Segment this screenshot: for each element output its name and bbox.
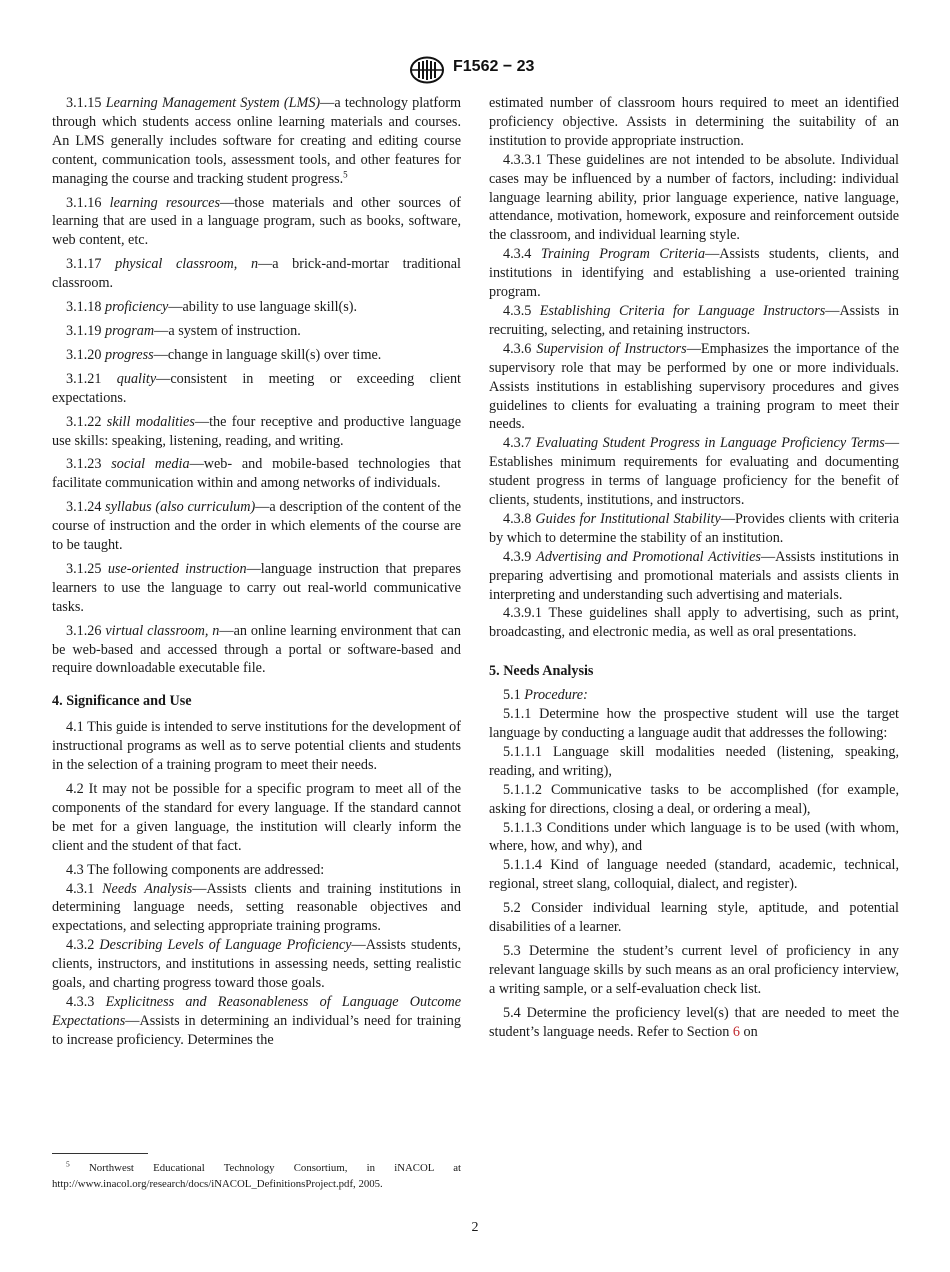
left-column bbox=[52, 94, 461, 1050]
paragraph-4-3-3-continued: estimated number of classroom hours required to meet an identified proficiency objective. Assists in determining the suitability of an institution to provide appropriate instruction. bbox=[489, 95, 899, 149]
paragraph-5-1: 5.1 Procedure: bbox=[503, 687, 588, 704]
definition-3-1-22: 3.1.22 skill modalities—the four receptive and productive language use skills: speaking, listening, reading, and writing. bbox=[52, 413, 461, 449]
paragraph-4-2: 4.2 It may not be possible for a specific program to meet all of the components of the standard for every language. If the standard cannot be met for a given language, the institution will clearly inform the client and the student of that fact. bbox=[52, 781, 461, 854]
definition-3-1-18: 3.1.18 proficiency—ability to use language skill(s). bbox=[66, 299, 358, 316]
paragraph-4-3-3-1: 4.3.3.1 These guidelines are not intended to be absolute. Individual cases may be influenced by a number of factors, including: individual language learning ability, prior language experience, native language, attendance, motivation, homework, exposure and reinforcement outside the classroom, and individual learning style. bbox=[489, 151, 899, 244]
definition-3-1-20: 3.1.20 progress—change in language skill(s) over time. bbox=[66, 346, 382, 363]
definition-3-1-24: 3.1.24 syllabus (also curriculum)—a description of the content of the course of instruction and the order in which elements of the course are to be taught. bbox=[52, 499, 461, 554]
footnote-divider bbox=[52, 1153, 148, 1154]
paragraph-4-3-9-1: 4.3.9.1 These guidelines shall apply to advertising, such as print, broadcasting, and electronic media, as well as oral presentations. bbox=[489, 605, 899, 641]
paragraph-4-3-4: 4.3.4 Training Program Criteria—Assists students, clients, and institutions in identifying and establishing a use-oriented training program. bbox=[489, 246, 899, 301]
footnote-ref[interactable]: 5 bbox=[343, 168, 348, 179]
paragraph-5-1-1-3: 5.1.1.3 Conditions under which language is to be used (with whom, where, how, and why), and bbox=[489, 819, 899, 855]
paragraph-4-3-9: 4.3.9 Advertising and Promotional Activities—Assists institutions in preparing advertising and promotional materials and assists clients in interpreting and understanding such advertising and materials. bbox=[489, 548, 899, 603]
paragraph-4-1: 4.1 This guide is intended to serve institutions for the development of instructional programs as well as to serve potential clients and students in the selection of a training program to meet their needs. bbox=[52, 719, 461, 774]
paragraph-4-3-7: 4.3.7 Evaluating Student Progress in Language Proficiency Terms—Establishes minimum requirements for evaluating and documenting student progress in terms of language proficiency for the benefit of clients, students, institutions, and instructors. bbox=[489, 435, 899, 509]
definition-3-1-26: 3.1.26 virtual classroom, n—an online learning environment that can be web-based and accessed through a portal or software-based and require downloadable executable file. bbox=[52, 622, 462, 677]
paragraph-5-1-1-4: 5.1.1.4 Kind of language needed (standard, academic, technical, regional, street slang, colloquial, dialect, and register). bbox=[489, 857, 899, 893]
paragraph-4-3-1: 4.3.1 Needs Analysis—Assists clients and training institutions in determining language needs, setting reasonable objectives and expectations, and selecting appropriate training programs. bbox=[52, 880, 461, 935]
definition-3-1-21: 3.1.21 quality—consistent in meeting or exceeding client expectations. bbox=[52, 370, 462, 406]
right-column bbox=[489, 94, 899, 1042]
section-6-link[interactable]: 6 bbox=[732, 1023, 740, 1040]
paragraph-5-1-1-2: 5.1.1.2 Communicative tasks to be accomplished (for example, asking for directions, closing a deal, or ordering a meal), bbox=[489, 781, 899, 817]
definition-3-1-19: 3.1.19 program—a system of instruction. bbox=[66, 322, 301, 339]
paragraph-4-3: 4.3 The following components are addressed: bbox=[66, 861, 325, 878]
astm-logo-icon bbox=[409, 56, 445, 84]
definition-3-1-16: 3.1.16 learning resources—those materials and other sources of learning that are used in a language program, such as books, software, web content, etc. bbox=[52, 194, 461, 249]
page-header bbox=[0, 56, 950, 84]
section-5-heading: 5. Needs Analysis bbox=[489, 663, 594, 680]
section-4-heading: 4. Significance and Use bbox=[52, 693, 192, 710]
paragraph-4-3-3: 4.3.3 Explicitness and Reasonableness of Language Outcome Expectations—Assists in determining an individual’s need for training to increase proficiency. Determines the bbox=[52, 993, 462, 1048]
definition-3-1-23: 3.1.23 social media—web- and mobile-based technologies that facilitate communication within and among networks of individuals. bbox=[52, 456, 462, 492]
definition-3-1-15: 3.1.15 Learning Management System (LMS)—a technology platform through which students access online learning materials and courses. An LMS generally includes software for creating and editing course content, communication tools, assessment tools, and other features for managing the course and tracking student progress.$^5$ bbox=[52, 95, 461, 187]
paragraph-4-3-8: 4.3.8 Guides for Institutional Stability—Provides clients with criteria by which to determine the stability of an institution. bbox=[489, 510, 900, 546]
paragraph-5-3: 5.3 Determine the student’s current level of proficiency in any relevant language skills by such means as an oral proficiency interview, a writing sample, or a self-evaluation check list. bbox=[489, 942, 899, 997]
paragraph-5-2: 5.2 Consider individual learning style, aptitude, and potential disabilities of a learner. bbox=[489, 900, 899, 936]
paragraph-4-3-2: 4.3.2 Describing Levels of Language Proficiency—Assists students, clients, instructors, and institutions in assessing needs, setting realistic goals, and charting progress toward those goals. bbox=[52, 937, 462, 992]
document-id: F1562 − 23 bbox=[453, 58, 535, 75]
paragraph-5-1-1-1: 5.1.1.1 Language skill modalities needed (listening, speaking, reading, and writing), bbox=[489, 743, 899, 779]
paragraph-5-1-1: 5.1.1 Determine how the prospective student will use the target language by conducting a language audit that addresses the following: bbox=[489, 706, 899, 741]
definition-3-1-17: 3.1.17 physical classroom, n—a brick-and-mortar traditional classroom. bbox=[52, 256, 461, 292]
paragraph-4-3-6: 4.3.6 Supervision of Instructors—Emphasizes the importance of the supervisory role that may be performed by one or more individuals. Assists institutions in establishing supervisory procedures and gives guidelines to clients for evaluating a training program to meet their needs. bbox=[489, 340, 900, 433]
paragraph-4-3-5: 4.3.5 Establishing Criteria for Language Instructors—Assists in recruiting, selecting, and retaining instructors. bbox=[489, 302, 900, 338]
page-number: 2 bbox=[471, 1220, 479, 1235]
paragraph-5-4: 5.4 Determine the proficiency level(s) that are needed to meet the student’s language needs. Refer to Section 6 on bbox=[489, 1004, 899, 1040]
definition-3-1-25: 3.1.25 use-oriented instruction—language instruction that prepares learners to use the language to carry out real-world communicative tasks. bbox=[52, 560, 461, 615]
footnote-5: $^5$ Northwest Educational Technology Consortium, in iNACOL at http://www.inacol.org/research/docs/iNACOL_DefinitionsProject.pdf, 2005. bbox=[52, 1159, 461, 1190]
